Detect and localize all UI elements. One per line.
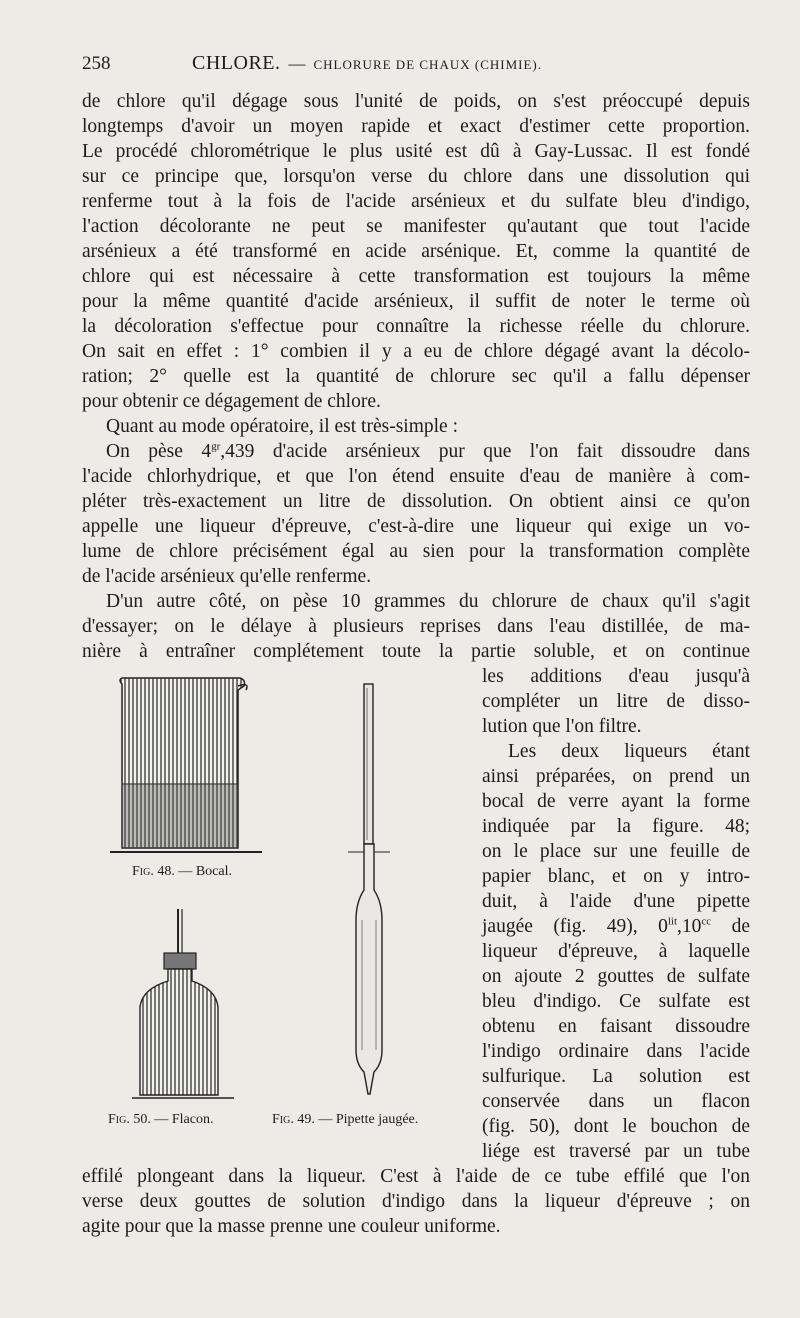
figure-label: Fig. 50. xyxy=(108,1112,151,1127)
text-line: bleu d'indigo. Ce sulfate est xyxy=(482,991,750,1012)
text-line: de l'acide arsénieux qu'elle renferme. xyxy=(82,566,372,587)
header-title: CHLORE. xyxy=(192,52,281,74)
text-line: sulfurique. La solution est xyxy=(482,1066,750,1087)
text-line: compléter un litre de disso- xyxy=(482,691,750,712)
text-line: papier blanc, et on y intro- xyxy=(482,866,750,887)
text-line: chlore qui est nécessaire à cette transformation est toujours la même xyxy=(82,266,750,287)
figure-caption-text: — Bocal. xyxy=(178,864,232,879)
text-line: indiquée par la figure. 48; xyxy=(482,816,750,837)
figure-49-caption xyxy=(272,1112,418,1128)
page-number: 258 xyxy=(82,53,111,74)
running-header xyxy=(82,52,750,86)
figure-label: Fig. 48. xyxy=(132,864,175,879)
text-line: Les deux liqueurs étant xyxy=(508,741,750,762)
text-line: (fig. 50), dont le bouchon de xyxy=(482,1116,750,1137)
superscript: cc xyxy=(701,915,712,928)
text-line: la décoloration s'effectue pour connaître la richesse réelle du chlorure. xyxy=(82,316,750,337)
text-line: pléter très-exactement un litre de dissolution. On obtient ainsi ce qu'on xyxy=(82,491,750,512)
text-line: lution que l'on filtre. xyxy=(482,716,642,737)
text-line: de chlore qu'il dégage sous l'unité de poids, on s'est préoccupé depuis xyxy=(82,91,750,112)
text-line: l'indigo ordinaire dans l'acide xyxy=(482,1041,750,1062)
text-line: duit, à l'aide d'une pipette xyxy=(482,891,750,912)
beaker-illustration xyxy=(100,672,270,862)
text-line: on le place sur une feuille de xyxy=(482,841,750,862)
text-line: D'un autre côté, on pèse 10 grammes du chlorure de chaux qu'il s'agit xyxy=(106,591,750,612)
header-subtitle: CHLORURE DE CHAUX (CHIMIE). xyxy=(313,57,542,72)
figure-caption-text: — Flacon. xyxy=(154,1112,214,1127)
text-line xyxy=(106,439,750,464)
text-line: sur ce principe que, lorsqu'on verse du chlore dans une dissolution qui xyxy=(82,166,750,187)
text-line: verse deux gouttes de solution d'indigo dans la liqueur d'épreuve ; on xyxy=(82,1191,750,1212)
text-line: ration; 2° quelle est la quantité de chlorure sec qu'il a fallu dépenser xyxy=(82,366,750,387)
text-line: les additions d'eau jusqu'à xyxy=(482,666,750,687)
text-line: bocal de verre ayant la forme xyxy=(482,791,750,812)
text-line: On sait en effet : 1° combien il y a eu de chlore dégagé avant la décolo- xyxy=(82,341,750,362)
text-line: ainsi préparées, on prend un xyxy=(482,766,750,787)
text-line: liége est traversé par un tube xyxy=(482,1141,750,1162)
text-line xyxy=(482,914,750,939)
text-line: conservée dans un flacon xyxy=(482,1091,750,1112)
text-line: nière à entraîner complétement toute la partie soluble, et on continue xyxy=(82,641,750,662)
text-line: effilé plongeant dans la liqueur. C'est à l'aide de ce tube effilé que l'on xyxy=(82,1166,750,1187)
text-line: l'action décolorante ne peut se manifester qu'autant que tout l'acide xyxy=(82,216,750,237)
text-fragment: ,10 xyxy=(677,916,702,937)
text-line: d'essayer; on le délaye à plusieurs reprises dans l'eau distillée, de ma- xyxy=(82,616,750,637)
text-line: agite pour que la masse prenne une couleur uniforme. xyxy=(82,1216,501,1237)
text-line: pour obtenir ce dégagement de chlore. xyxy=(82,391,381,412)
pipette-illustration xyxy=(344,680,394,1100)
text-line: obtenu en faisant dissoudre xyxy=(482,1016,750,1037)
text-line: lume de chlore précisément égal au sien pour la transformation complète xyxy=(82,541,750,562)
text-line: pour la même quantité d'acide arsénieux, il suffit de noter le terme où xyxy=(82,291,750,312)
text-line: arsénieux a été transformé en acide arsénique. Et, comme la quantité de xyxy=(82,241,750,262)
text-fragment: On pèse 4 xyxy=(106,441,212,462)
text-line: appelle une liqueur d'épreuve, c'est-à-dire une liqueur qui exige un vo- xyxy=(82,516,750,537)
figure-50-caption xyxy=(108,1112,213,1128)
text-fragment: de xyxy=(711,916,750,937)
superscript: gr xyxy=(211,440,221,453)
flask-illustration xyxy=(130,905,240,1105)
text-line: liqueur d'épreuve, à laquelle xyxy=(482,941,750,962)
text-fragment: ,439 d'acide arsénieux pur que l'on fait dissoudre dans xyxy=(220,441,750,462)
figure-caption-text: — Pipette jaugée. xyxy=(318,1112,419,1127)
figure-label: Fig. 49. xyxy=(272,1112,315,1127)
text-line: on ajoute 2 gouttes de sulfate xyxy=(482,966,750,987)
text-line: longtemps d'avoir un moyen rapide et exact d'estimer cette proportion. xyxy=(82,116,750,137)
text-fragment: jaugée (fig. 49), 0 xyxy=(482,916,668,937)
text-line: Le procédé chlorométrique le plus usité est dû à Gay-Lussac. Il est fondé xyxy=(82,141,750,162)
figure-48-caption xyxy=(132,864,232,880)
text-line: l'acide chlorhydrique, et que l'on étend ensuite d'eau de manière à com- xyxy=(82,466,750,487)
header-dash: — xyxy=(288,54,306,73)
text-line: Quant au mode opératoire, il est très-simple : xyxy=(106,416,458,437)
text-line: renferme tout à la fois de l'acide arsénieux et du sulfate bleu d'indigo, xyxy=(82,191,750,212)
superscript: lit xyxy=(667,915,678,928)
